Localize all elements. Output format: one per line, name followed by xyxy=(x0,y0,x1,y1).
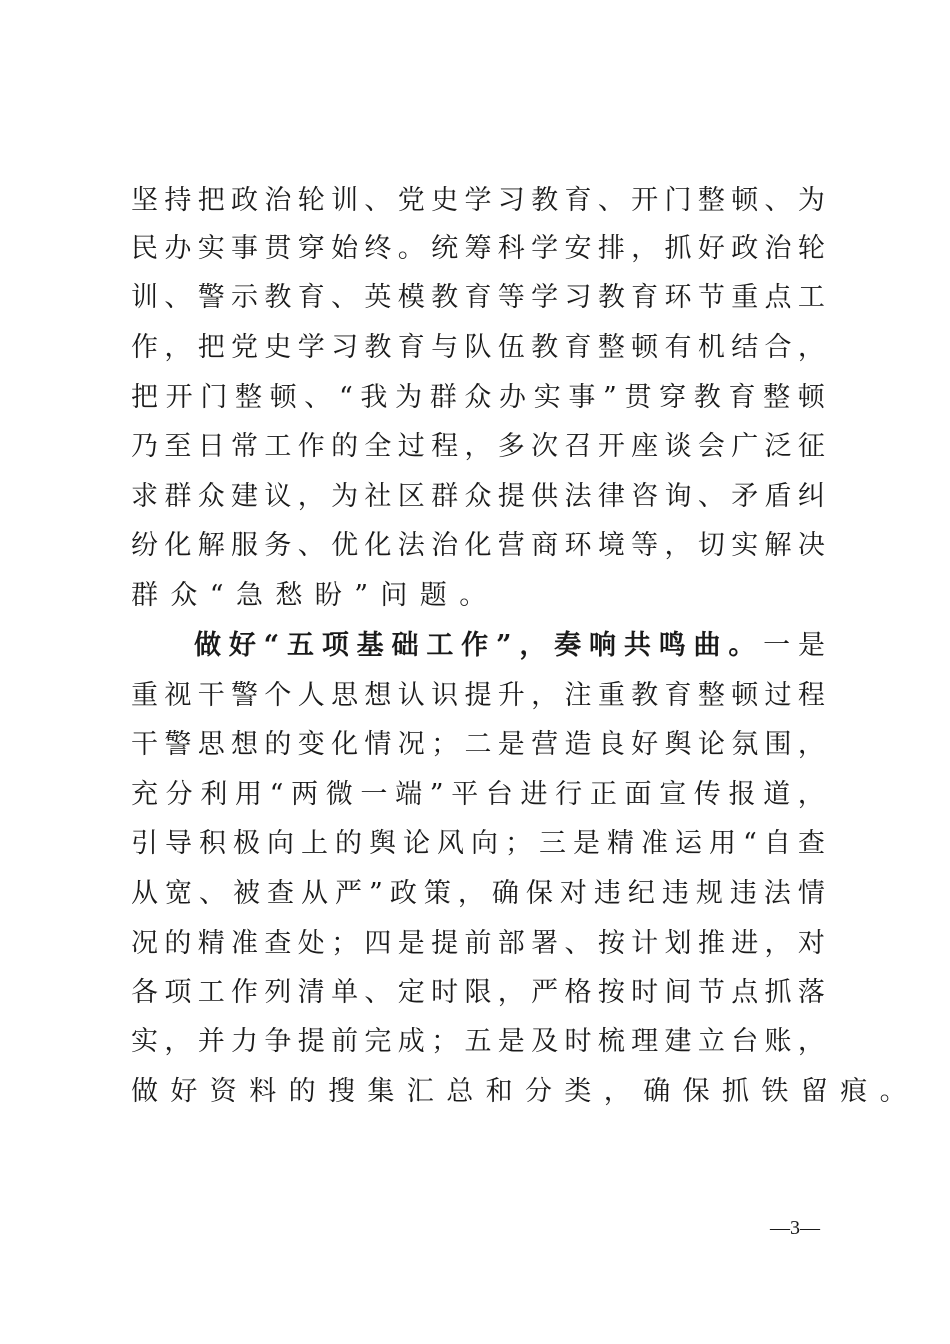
text-line: 实 ， 并 力 争 提 前 完 成 ； 五 是 及 时 梳 理 建 立 台 账 ， xyxy=(131,1026,825,1057)
text-line: 各 项 工 作 列 清 单 、 定 时 限 ， 严 格 按 时 间 节 点 抓 落 xyxy=(131,977,825,1008)
text-line: 乃 至 日 常 工 作 的 全 过 程 ， 多 次 召 开 座 谈 会 广 泛 征 xyxy=(131,431,825,462)
text-line: 纷 化 解 服 务 、 优 化 法 治 化 营 商 环 境 等 ， 切 实 解 决 xyxy=(131,530,825,561)
text-line: 民 办 实 事 贯 穿 始 终 。 统 筹 科 学 安 排 ， 抓 好 政 治 轮 xyxy=(131,233,825,264)
text-line: 把 开 门 整 顿 、 “ 我 为 群 众 办 实 事 ” 贯 穿 教 育 整 顿 xyxy=(131,382,825,413)
text-line: 况 的 精 准 查 处 ； 四 是 提 前 部 署 、 按 计 划 推 进 ， 对 xyxy=(131,928,825,959)
text-line: 引 导 积 极 向 上 的 舆 论 风 向 ； 三 是 精 准 运 用 “ 自 查 xyxy=(131,828,825,859)
paragraph-first-line: 做 好 “ 五 项 基 础 工 作 ” ， 奏 响 共 鸣 曲 。 一 是 xyxy=(194,630,825,661)
text-line: 求 群 众 建 议 ， 为 社 区 群 众 提 供 法 律 咨 询 、 矛 盾 纠 xyxy=(131,481,825,512)
text-line: 群众“急愁盼”问题。 xyxy=(131,580,499,611)
text-line: 充 分 利 用 “ 两 微 一 端 ” 平 台 进 行 正 面 宣 传 报 道 ， xyxy=(131,779,825,810)
page-number: —3— xyxy=(770,1217,820,1239)
text-line: 训 、 警 示 教 育 、 英 模 教 育 等 学 习 教 育 环 节 重 点 工 xyxy=(131,282,825,313)
text-line: 重 视 干 警 个 人 思 想 认 识 提 升 ， 注 重 教 育 整 顿 过 程 xyxy=(131,680,825,711)
text-line: 坚 持 把 政 治 轮 训 、 党 史 学 习 教 育 、 开 门 整 顿 、 为 xyxy=(131,185,825,216)
text-line: 做好资料的搜集汇总和分类，确保抓铁留痕。 xyxy=(131,1076,919,1107)
text-line: 从 宽 、 被 查 从 严 ” 政 策 ， 确 保 对 违 纪 违 规 违 法 情 xyxy=(131,878,825,909)
text-line: 干 警 思 想 的 变 化 情 况 ； 二 是 营 造 良 好 舆 论 氛 围 ， xyxy=(131,729,825,760)
text-line: 作 ， 把 党 史 学 习 教 育 与 队 伍 教 育 整 顿 有 机 结 合 ， xyxy=(131,332,825,363)
